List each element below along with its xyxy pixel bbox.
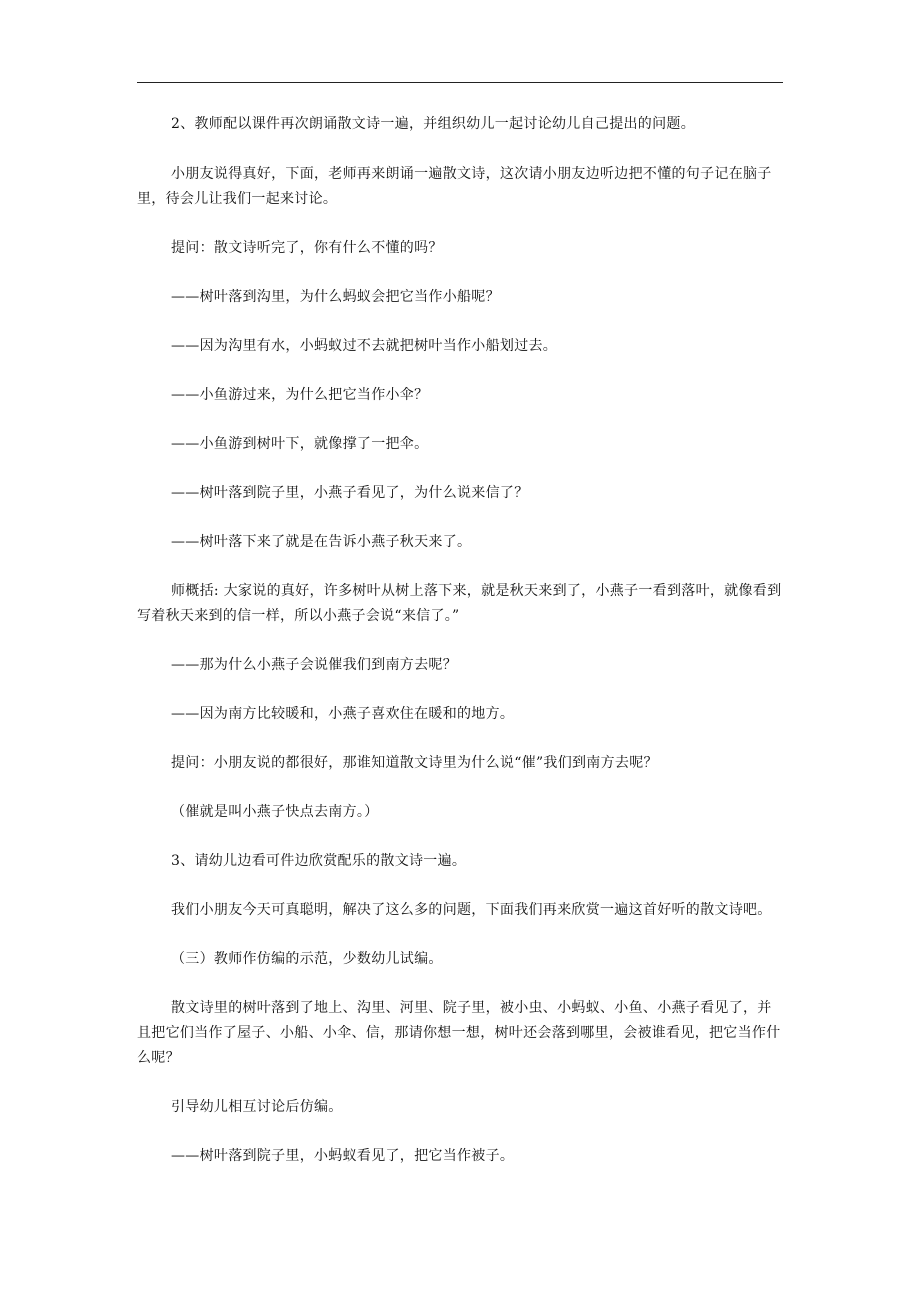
dialogue-line: ——树叶落到院子里，小燕子看见了，为什么说来信了？	[171, 485, 529, 501]
paragraph: 散文诗里的树叶落到了地上、沟里、河里、院子里，被小虫、小蚂蚁、小鱼、小燕子看见了，并且把它们当作了屋子、小船、小伞、信，那请你想一想，树叶还会落到哪里，会被谁看见，把它当作什么呢？	[137, 1000, 781, 1066]
document-body	[137, 112, 783, 1169]
paragraph: 3、请幼儿边看可件边欣赏配乐的散文诗一遍。	[171, 853, 467, 869]
dialogue-line: ——因为沟里有水，小蚂蚁过不去就把树叶当作小船划过去。	[171, 338, 558, 354]
dialogue-line: ——小鱼游到树叶下，就像撑了一把伞。	[171, 436, 429, 452]
dialogue-line: ——那为什么小燕子会说催我们到南方去呢？	[171, 657, 457, 673]
dialogue-line: ——树叶落到沟里，为什么蚂蚁会把它当作小船呢？	[171, 289, 500, 305]
paragraph: 小朋友说得真好，下面，老师再来朗诵一遍散文诗，这次请小朋友边听边把不懂的句子记在脑子里，待会儿让我们一起来讨论。	[137, 166, 772, 207]
dialogue-line: ——因为南方比较暖和，小燕子喜欢住在暖和的地方。	[171, 706, 515, 722]
paragraph: 提问：小朋友说的都很好，那谁知道散文诗里为什么说“催”我们到南方去呢？	[171, 755, 658, 771]
dialogue-line: ——树叶落下来了就是在告诉小燕子秋天来了。	[171, 534, 472, 550]
header-rule	[137, 82, 783, 83]
paragraph: （催就是叫小燕子快点去南方。）	[171, 804, 379, 820]
dialogue-line: ——小鱼游过来，为什么把它当作小伞？	[171, 387, 429, 403]
paragraph: 我们小朋友今天可真聪明，解决了这么多的问题，下面我们再来欣赏一遍这首好听的散文诗吧。	[171, 902, 772, 918]
paragraph: 2、教师配以课件再次朗诵散文诗一遍，并组织幼儿一起讨论幼儿自己提出的问题。	[171, 116, 696, 132]
dialogue-line: ——树叶落到院子里，小蚂蚁看见了，把它当作被子。	[171, 1148, 515, 1164]
paragraph: 提问：散文诗听完了，你有什么不懂的吗？	[171, 240, 443, 256]
paragraph: 师概括: 大家说的真好，许多树叶从树上落下来，就是秋天来到了，小燕子一看到落叶，就像看到写着秋天来到的信一样，所以小燕子会说“来信了。”	[137, 583, 782, 624]
section-heading: （三）教师作仿编的示范，少数幼儿试编。	[171, 951, 443, 967]
paragraph: 引导幼儿相互讨论后仿编。	[171, 1099, 343, 1115]
